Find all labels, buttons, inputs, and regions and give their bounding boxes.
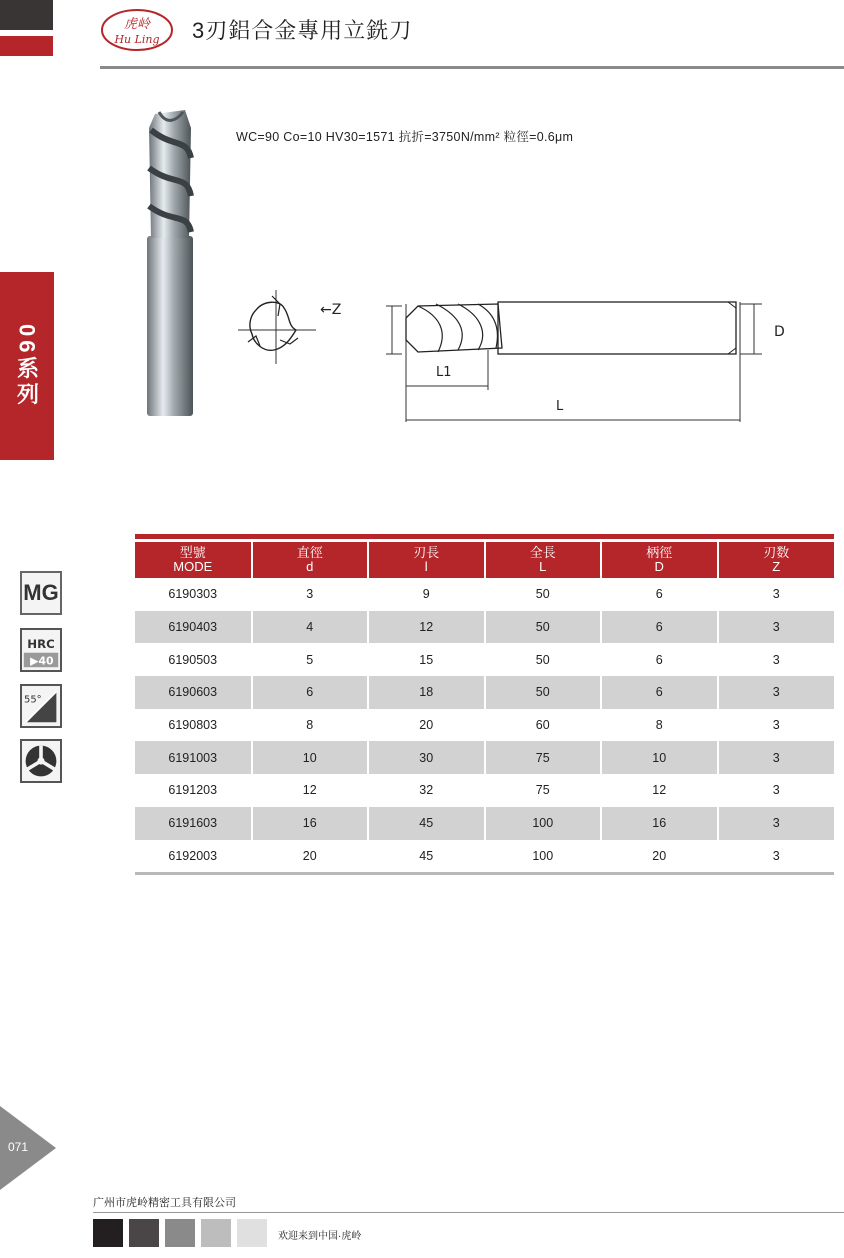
logo-text-bottom: Hu Ling: [114, 33, 160, 46]
title-rule: [100, 66, 844, 69]
hu-ling-logo: [100, 8, 174, 52]
color-swatch: [237, 1219, 267, 1247]
logo-text-top: 虎岭: [123, 17, 151, 32]
end-view-drawing: [234, 286, 364, 366]
diameter-d-label: D: [774, 324, 785, 340]
header-flute-length: 刃長 l: [368, 542, 485, 578]
angle-label: 55°: [24, 694, 42, 706]
color-swatch: [165, 1219, 195, 1247]
header-overall-length: 全長 L: [485, 542, 602, 578]
table-row: 6190403 4 12 50 6 3: [135, 611, 834, 644]
z-arrow-label: ←Z: [320, 302, 342, 318]
hrc-hardness-icon: [20, 628, 62, 672]
hrc-label: HRC: [27, 637, 55, 652]
corner-bar-red: [0, 36, 53, 56]
three-flute-icon: [20, 739, 62, 783]
header-mode: 型號 MODE: [135, 542, 252, 578]
table-row: 6191003 10 30 75 10 3: [135, 741, 834, 774]
table-row: 6190503 5 15 50 6 3: [135, 643, 834, 676]
table-bottom-rule: [135, 872, 834, 875]
table-row: 6190603 6 18 50 6 3: [135, 676, 834, 709]
spec-table: [135, 534, 834, 875]
helix-angle-icon: [20, 684, 62, 728]
color-swatch: [129, 1219, 159, 1247]
table-header-row: [135, 542, 834, 578]
table-row: 6192003 20 45 100 20 3: [135, 840, 834, 873]
color-swatch: [201, 1219, 231, 1247]
footer-rule: [93, 1212, 844, 1213]
header-shank-diameter: 柄徑 D: [601, 542, 718, 578]
table-row: 6190803 8 20 60 8 3: [135, 709, 834, 742]
corner-bar-dark: [0, 0, 53, 30]
welcome-text: 欢迎来到中国·虎岭: [278, 1231, 362, 1242]
mg-grade-icon: MG: [20, 571, 62, 615]
table-row: 6191203 12 32 75 12 3: [135, 774, 834, 807]
flute-length-label: L1: [436, 365, 452, 380]
dimension-drawing: [378, 292, 798, 428]
color-swatch: [93, 1219, 123, 1247]
page-title: 3刃鋁合金專用立銑刀: [192, 18, 413, 43]
series-tab: [0, 272, 54, 460]
table-top-rule: [135, 534, 834, 539]
company-name: 广州市虎岭精密工具有限公司: [93, 1197, 236, 1209]
table-row: 6190303 3 9 50 6 3: [135, 578, 834, 611]
end-mill-photo: [133, 108, 205, 420]
page-number: 071: [8, 1140, 29, 1154]
table-row: 6191603 16 45 100 16 3: [135, 807, 834, 840]
hrc-value: ▶40: [30, 654, 54, 668]
series-label: 06系列: [14, 323, 40, 409]
header-flutes: 刃数 Z: [718, 542, 835, 578]
header-diameter: 直徑 d: [252, 542, 369, 578]
overall-length-label: L: [556, 399, 564, 414]
material-spec: WC=90 Co=10 HV30=1571 抗折=3750N/mm² 粒徑=0.6μm: [236, 130, 574, 144]
